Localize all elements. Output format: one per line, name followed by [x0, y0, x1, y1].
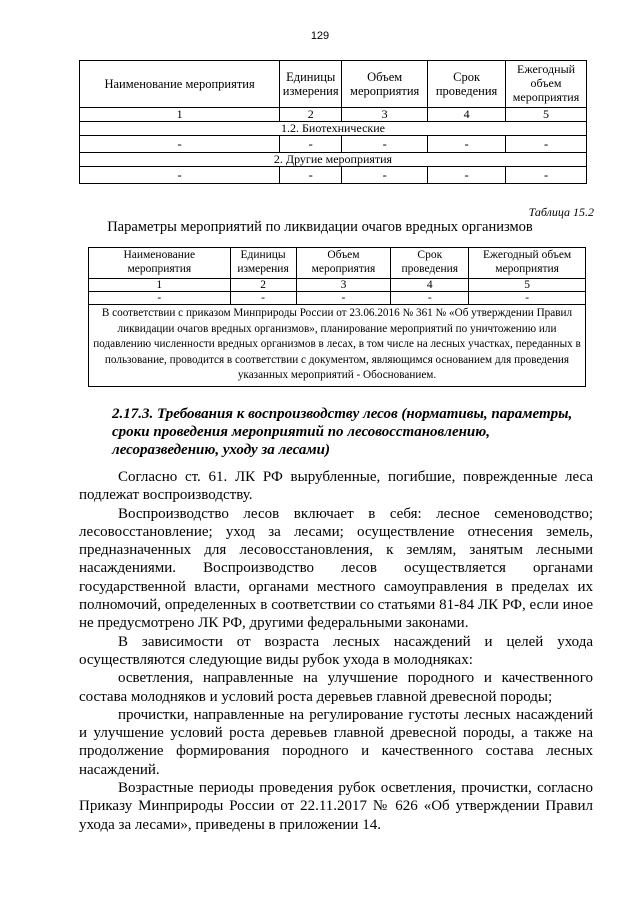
paragraph: В зависимости от возраста лесных насаждений и целей ухода осуществляются следующие виды рубок ухода в молодняках:	[79, 633, 593, 668]
body-text	[79, 468, 593, 834]
table-cell: -	[428, 136, 506, 153]
paragraph: прочистки, направленные на регулирование густоты лесных насаждений и улучшение условий роста деревьев главной древесной породы, а также на продолжение формирования породного и качественного состава лесных насаждений.	[79, 706, 593, 778]
header-cell: Объем мероприятия	[342, 61, 428, 108]
header-cell: Срок проведения	[428, 61, 506, 108]
table-cell: -	[391, 292, 469, 305]
table-cell: 1	[89, 279, 231, 292]
column-number-row	[80, 108, 587, 122]
table-note: В соответствии с приказом Минприроды России от 23.06.2016 № 361 № «Об утверждении Правил ликвидации очагов вредных организмов», планирование мероприятий по уничтожению или подавлению численности вредных организмов в лесах, в том числе на лесных участках, переданных в пользование, проводится в соответствии с документом, являющимся основанием для проведения указанных мероприятий - Обоснованием.	[89, 305, 586, 387]
column-number-row	[89, 279, 586, 292]
table-cell: -	[296, 292, 391, 305]
table-cell: -	[469, 292, 586, 305]
table-cell: 4	[391, 279, 469, 292]
table-cell: -	[342, 167, 428, 184]
header-cell: Наименование мероприятия	[89, 248, 231, 279]
table-title: Параметры мероприятий по ликвидации очагов вредных организмов	[107, 219, 533, 235]
table-header-row	[80, 61, 587, 108]
header-cell: Ежегодный объем мероприятия	[469, 248, 586, 279]
table-row	[89, 292, 586, 305]
page-number: 129	[310, 30, 330, 42]
paragraph: Возрастные периоды проведения рубок осветления, прочистки, согласно Приказу Минприроды России от 22.11.2017 № 626 «Об утверждении Правил ухода за лесами», приведены в приложении 14.	[79, 780, 593, 833]
header-cell: Объем мероприятия	[296, 248, 391, 279]
table-cell: -	[230, 292, 296, 305]
table-cell: -	[428, 167, 506, 184]
table-row	[80, 136, 587, 153]
table-cell: 3	[342, 108, 428, 122]
table-cell: -	[80, 136, 280, 153]
header-cell: Единицы измерения	[280, 61, 342, 108]
table-cell: 2	[230, 279, 296, 292]
header-cell: Наименование мероприятия	[80, 61, 280, 108]
table-header-row	[89, 248, 586, 279]
section-number: 2.17.3.	[112, 406, 154, 422]
section-heading	[112, 405, 592, 459]
section-cell: 1.2. Биотехнические	[80, 122, 587, 136]
paragraph: Воспроизводство лесов включает в себя: лесное семеноводство; лесовосстановление; уход за лесами; осуществление отнесения земель, предназначенных для лесовосстановления, к землям, занятым лесными насаждениями. Воспроизводство лесов осуществляется органами государственной власти, органами местного самоуправления в пределах их полномочий, определенных в соответствии со статьями 81-84 ЛК РФ, если иное не предусмотрено ЛК РФ, другими федеральными законами.	[79, 505, 593, 632]
table-row	[80, 167, 587, 184]
section-row	[80, 122, 587, 136]
section-cell: 2. Другие мероприятия	[80, 153, 587, 167]
table-cell: 4	[428, 108, 506, 122]
table-cell: 3	[296, 279, 391, 292]
table-cell: -	[280, 167, 342, 184]
table-pest-control-parameters	[88, 247, 586, 387]
section-row	[80, 153, 587, 167]
header-cell: Срок проведения	[391, 248, 469, 279]
section-title: Требования к воспроизводству лесов (нормативы, параметры, сроки проведения мероприятий по лесовосстановлению, лесоразведению, уходу за лесами)	[112, 406, 573, 458]
table-cell: 5	[469, 279, 586, 292]
table-biotechnical-measures	[79, 60, 587, 184]
table-cell: -	[506, 167, 587, 184]
table-cell: 1	[80, 108, 280, 122]
table-cell: -	[89, 292, 231, 305]
note-row	[89, 305, 586, 387]
header-cell: Единицы измерения	[230, 248, 296, 279]
paragraph: Согласно ст. 61. ЛК РФ вырубленные, погибшие, поврежденные леса подлежат воспроизводству.	[79, 469, 593, 504]
table-cell: -	[280, 136, 342, 153]
table-number-label: Таблица 15.2	[528, 205, 594, 219]
table-cell: 5	[506, 108, 587, 122]
table-cell: -	[80, 167, 280, 184]
header-cell: Ежегодный объем мероприятия	[506, 61, 587, 108]
paragraph: осветления, направленные на улучшение породного и качественного состава молодняков и условий роста деревьев главной древесной породы;	[79, 670, 593, 705]
table-cell: -	[506, 136, 587, 153]
table-cell: 2	[280, 108, 342, 122]
table-cell: -	[342, 136, 428, 153]
